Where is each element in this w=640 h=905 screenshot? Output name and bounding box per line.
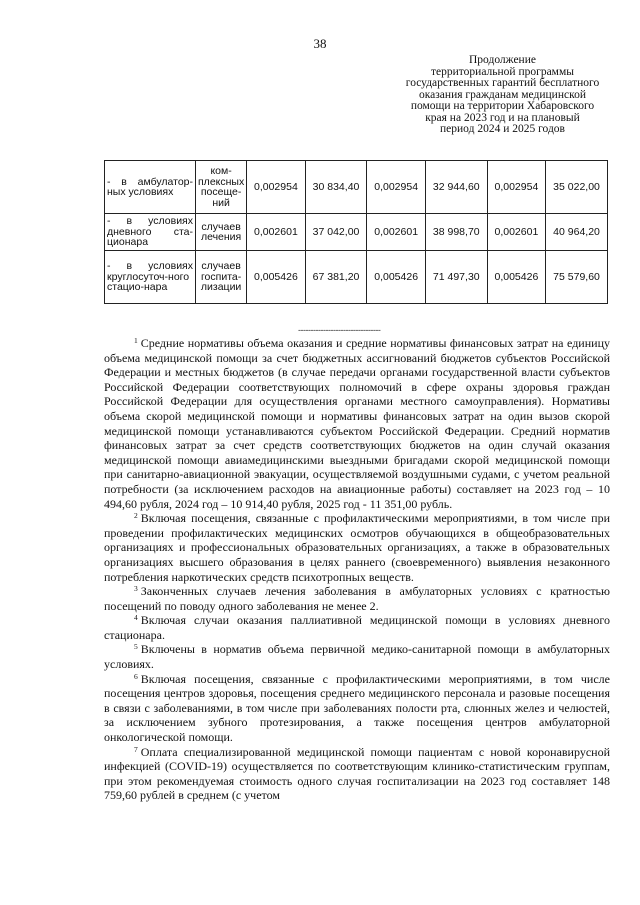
cost-2023-cell: 67 381,20 bbox=[305, 251, 367, 304]
footnote bbox=[104, 745, 610, 803]
norm-2025-cell: 0,002954 bbox=[487, 161, 545, 214]
cost-2024-cell: 71 497,30 bbox=[425, 251, 487, 304]
footnote-text: Включая посещения, связанные с профилактическими мероприятиями, в том числе при проведении профилактических медицинских осмотров обучающихся в общеобразовательных организациях и профессиональных образовательных организациях, а также в образовательных организациях высшего образования в целях раннего (своевременного) выявления незаконного потребления наркотических средств психотропных веществ. bbox=[104, 511, 610, 584]
footnote-mark: 2 bbox=[134, 511, 138, 521]
footnote bbox=[104, 336, 610, 511]
norm-2024-cell: 0,005426 bbox=[367, 251, 425, 304]
footnote-mark: 7 bbox=[134, 744, 138, 754]
footnote-mark: 6 bbox=[134, 671, 138, 681]
unit-cell: случаев лечения bbox=[196, 214, 247, 251]
footnote-mark: 4 bbox=[134, 613, 138, 623]
footnote-divider: --------------------------------- bbox=[298, 326, 381, 334]
heading-line: края на 2023 год и на плановый bbox=[425, 111, 580, 124]
footnote-text: Включены в норматив объема первичной медико-санитарной помощи в амбулаторных условиях. bbox=[104, 642, 610, 672]
heading-line: период 2024 и 2025 годов bbox=[440, 123, 565, 135]
norm-2023-cell: 0,002954 bbox=[247, 161, 305, 214]
table-row bbox=[105, 161, 608, 214]
footnote bbox=[104, 642, 610, 671]
cost-2024-cell: 38 998,70 bbox=[425, 214, 487, 251]
cost-2025-cell: 35 022,00 bbox=[546, 161, 608, 214]
footnote-text: Включая посещения, связанные с профилактическими мероприятиями, в том числе посещения центров здоровья, посещения среднего медицинского персонала и разовые посещения в связи с заболеваниями, в том числе при заболеваниях полости рта, слюнных желез и челюстей, за исключением зубного протезирования, а также посещения центров амбулаторной онкологической помощи. bbox=[104, 671, 610, 745]
footnote-mark: 5 bbox=[134, 642, 138, 652]
norm-2024-cell: 0,002601 bbox=[367, 214, 425, 251]
norm-2025-cell: 0,005426 bbox=[487, 251, 545, 304]
norm-2023-cell: 0,005426 bbox=[247, 251, 305, 304]
footnote-text: Включая случаи оказания паллиативной медицинской помощи в условиях дневного стационара. bbox=[104, 613, 610, 642]
cost-2023-cell: 30 834,40 bbox=[305, 161, 367, 214]
cost-2023-cell: 37 042,00 bbox=[305, 214, 367, 251]
cost-2024-cell: 32 944,60 bbox=[425, 161, 487, 214]
heading-line: помощи на территории Хабаровского bbox=[410, 100, 595, 112]
footnotes bbox=[104, 336, 610, 803]
norm-2023-cell: 0,002601 bbox=[247, 214, 305, 251]
footnote bbox=[104, 584, 610, 613]
cost-2025-cell: 75 579,60 bbox=[546, 251, 608, 304]
norm-2024-cell: 0,002954 bbox=[367, 161, 425, 214]
footnote-text: Средние нормативы объема оказания и средние нормативы финансовых затрат на единицу объема медицинской помощи за счет бюджетных ассигнований бюджетов субъектов Российской Федерации и местных бюджетов (в случае передачи органами государственной власти субъектов Российской Федерации соответствующих полномочий в сфере охраны здоровья граждан Российской Федерации для осуществления органами местного самоуправления). Нормативы объема скорой медицинской помощи и нормативы финансовых затрат на один вызов скорой медицинской помощи устанавливаются субъектом Российской Федерации. Средний норматив финансовых затрат за счет средств соответствующих бюджетов на один случай оказания медицинской помощи авиамедицинскими выездными бригадами скорой медицинской помощи при санитарно-авиационной эвакуации, осуществляемой воздушными судами, с учетом реальной потребности (за исключением расходов на авиационные работы) составляет на 2023 год – 10 494,60 рубля, 2024 год – 10 914,40 рубля, 2025 год - 11 351,00 рубль. bbox=[104, 336, 610, 511]
footnote-mark: 1 bbox=[134, 336, 138, 345]
footnote bbox=[104, 511, 610, 584]
page-number: 38 bbox=[313, 36, 327, 51]
norm-2025-cell: 0,002601 bbox=[487, 214, 545, 251]
unit-cell: ком-плексных посеще-ний bbox=[196, 161, 247, 214]
table-row bbox=[105, 214, 608, 251]
footnote-text: Оплата специализированной медицинской помощи пациентам с новой коронавирусной инфекцией (COVID-19) осуществляется по соответствующим клинико-статистическим группам, при этом рекомендуемая стоимость одного случая госпитализации на 2023 год составляет 148 759,60 рублей в среднем (с учетом bbox=[104, 744, 610, 803]
cost-2025-cell: 40 964,20 bbox=[546, 214, 608, 251]
footnote-text: Законченных случаев лечения заболевания в амбулаторных условиях с кратностью посещений по поводу одного заболевания не менее 2. bbox=[104, 584, 610, 613]
footnote bbox=[104, 672, 610, 745]
condition-cell: - в условиях дневного ста-ционара bbox=[105, 214, 196, 251]
continuation-heading bbox=[385, 55, 620, 136]
unit-cell: случаев госпита-лизации bbox=[196, 251, 247, 304]
footnote bbox=[104, 613, 610, 642]
heading-line: оказания гражданам медицинской bbox=[419, 88, 586, 101]
condition-cell: - в амбулатор-ных условиях bbox=[105, 161, 196, 214]
footnote-mark: 3 bbox=[134, 584, 138, 594]
norms-table bbox=[104, 160, 608, 304]
condition-cell: - в условиях круглосуточ-ного стацио-нара bbox=[105, 251, 196, 304]
table-row bbox=[105, 251, 608, 304]
heading-line: территориальной программы bbox=[431, 65, 574, 78]
heading-line: Продолжение bbox=[469, 54, 536, 66]
heading-line: государственных гарантий бесплатного bbox=[405, 77, 600, 89]
